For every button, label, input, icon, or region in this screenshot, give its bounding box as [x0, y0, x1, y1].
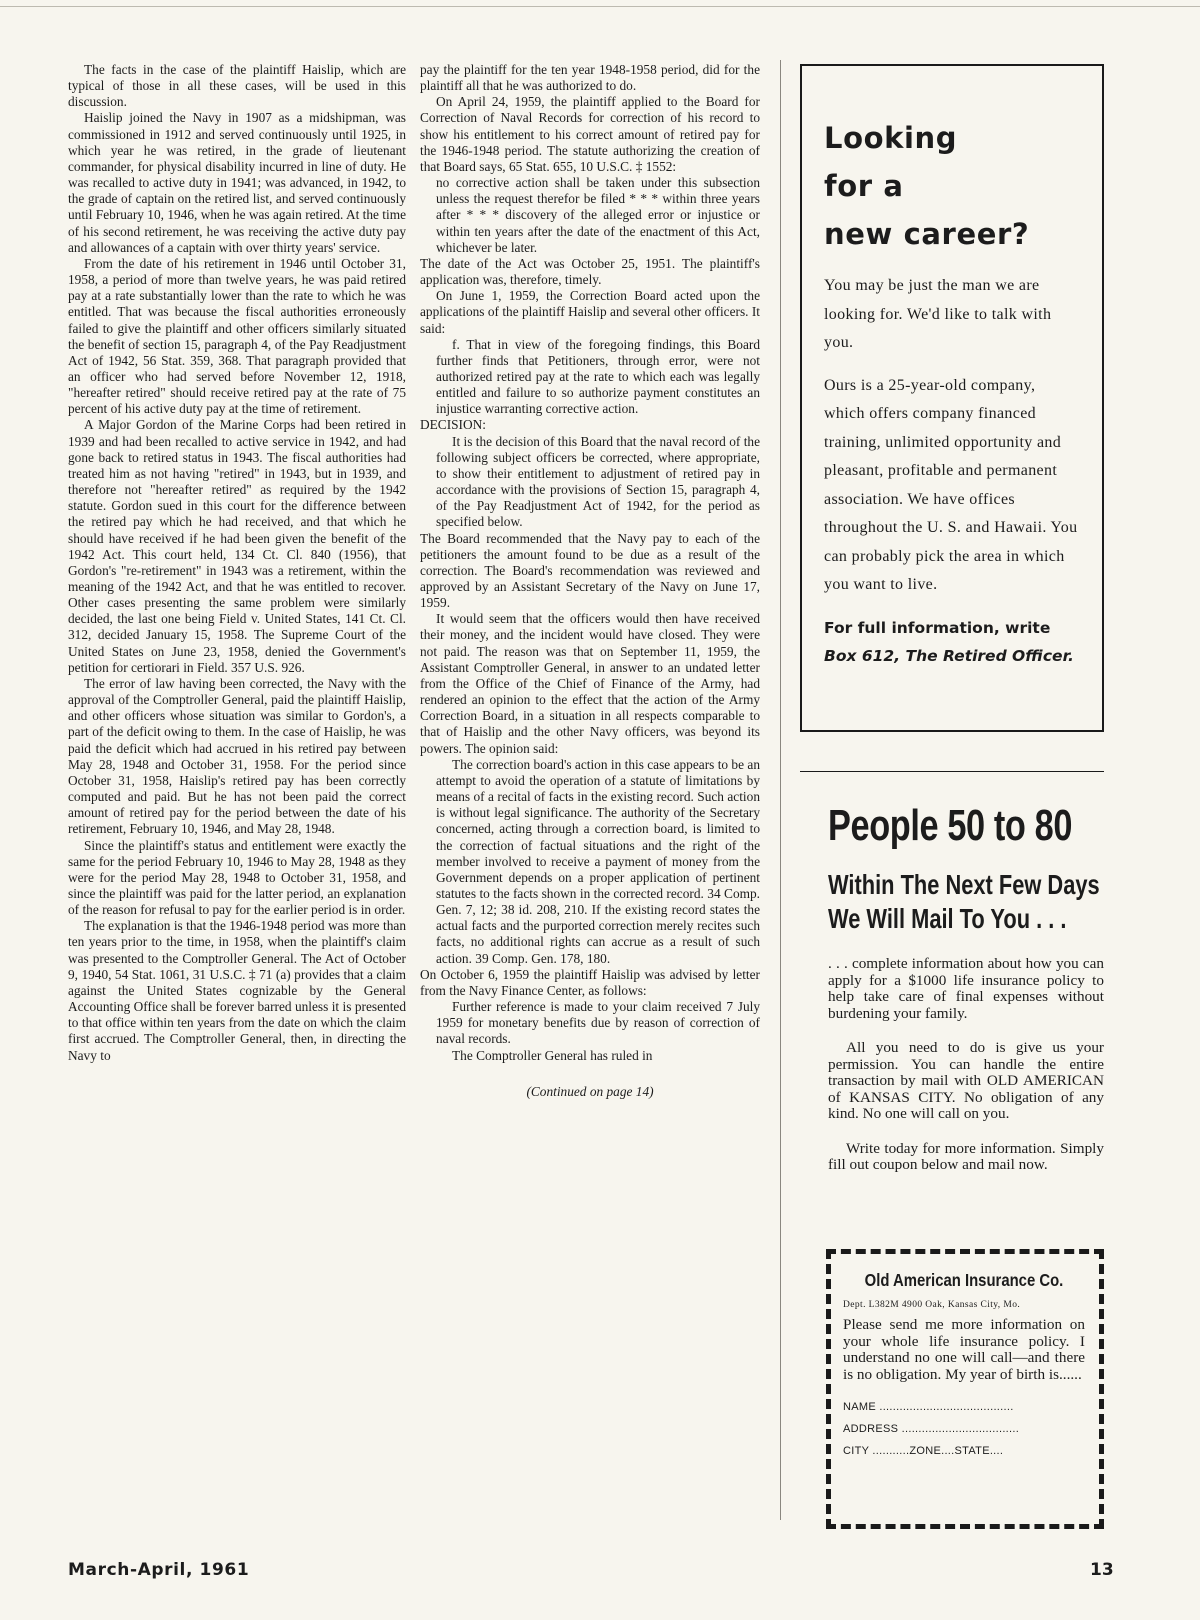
statute-quote: no corrective action shall be taken under this subsection unless the request therefor be filed * * * within three years after * * * discovery of the alleged error or injustice or within ten years after the date of the enactment of this Act, whichever be later. — [436, 175, 760, 255]
paragraph: The Board recommended that the Navy pay to each of the petitioners the amount found to be due as a result of the correction. The Board's recommendation was reviewed and approved by an Assistant Secretary of the Navy on June 17, 1959. — [420, 530, 760, 611]
paragraph: Since the plaintiff's status and entitlement were exactly the same for the period February 10, 1946 to May 28, 1948 as they were for the period May 28, 1948 to October 31, 1958, and since the plaintiff was paid for the latter period, an explanation of the reason for refusal to pay for the earlier period is in order. — [68, 837, 406, 918]
opinion-quote: The correction board's action in this case appears to be an attempt to avoid the operation of a statute of limitations by means of a recital of facts in the existing record. Such action is without legal significance. The authority of the Secretary concerned, acting through a correction board, is limited to the correction of factual situations and the right of the member involved to receive a payment of money from the Government depends on a proper application of pertinent statutes to the facts shown in the corrected record. 34 Comp. Gen. 7, 12; 38 id. 208, 210. If the existing record states the actual facts and the purported correction merely recites such facts, no additional rights can accrue as a result of such action. 39 Comp. Gen. 178, 180. — [436, 756, 760, 966]
article-column-2 — [420, 62, 760, 1100]
top-edge-rule — [0, 6, 1200, 7]
ad-divider — [800, 771, 1104, 772]
issue-date: March-April, 1961 — [68, 1560, 250, 1580]
insurance-ad-body: . . . complete information about how you can apply for a $1000 life insurance policy to help take care of final expenses without burdening your family. All you need to do is give us your permission. You can handle the entire transaction by mail with OLD AMERICAN of KANSAS CITY. No obligation of any kind. No one will call on you. Write today for more information. Simply fill out coupon below and mail now. — [828, 955, 1104, 1173]
career-ad-cta: For full information, write Box 612, The Retired Officer. — [824, 618, 1074, 665]
coupon-message: Please send me more information on your whole life insurance policy. I understand no one will call—and there is no obligation. My year of birth is...... — [843, 1316, 1085, 1383]
coupon-company: Old American Insurance Co. — [864, 1270, 1064, 1290]
career-ad-body: You may be just the man we are looking for. We'd like to talk with you. Ours is a 25-year-old company, which offers company financed training, unlimited opportunity and pleasant, profitable and permanent association. We have offices throughout the U. S. and Hawaii. You can probably pick the area in which you want to live. — [824, 277, 1078, 593]
insurance-coupon[interactable] — [826, 1249, 1104, 1529]
paragraph: A Major Gordon of the Marine Corps had been retired in 1939 and had been recalled to active service in 1942, and had gone back to retired status in 1943. The fiscal authorities had treated him as not having "retired" in 1943, but in 1939, and therefore not "hereafter retired" as required by the 1942 statute. Gordon sued in this court for the difference between the retired pay which he had received, and that which he should have received if he had been given the benefit of the 1942 Act. This court held, 134 Ct. Cl. 840 (1956), that Gordon's "re-retirement" in 1943 was a retirement, within the meaning of the 1942 Act, and that he was entitled to recover. Other cases presenting the same problem were similarly decided, the last one being Field v. United States, 141 Ct. Cl. 312, decided January 15, 1958. The Supreme Court of the United States on June 23, 1958, denied the Government's petition for certiorari in Field. 357 U.S. 926. — [68, 417, 406, 675]
insurance-ad-headline: People 50 to 80 — [828, 801, 1073, 850]
insurance-ad-subhead: Within The Next Few Days We Will Mail To You . . . — [828, 869, 1100, 934]
paragraph: Haislip joined the Navy in 1907 as a midshipman, was commissioned in 1912 and served continuously until 1925, in which year he was retired, in the grade of lieutenant commander, for physical disability incurred in line of duty. He was recalled to active duty in 1941; was advanced, in 1942, to the grade of captain on the retired list, and served continuously until February 10, 1946, when he was again retired. At the time of his second retirement, he was receiving the active duty pay and allowances of a captain with over thirty years' service. — [68, 110, 406, 255]
paragraph: The date of the Act was October 25, 1951. The plaintiff's application was, therefore, timely. — [420, 255, 760, 288]
paragraph: On June 1, 1959, the Correction Board acted upon the applications of the plaintiff Haislip and several other officers. It said: — [420, 288, 760, 336]
continued-note: (Continued on page 14) — [526, 1083, 654, 1099]
insurance-ad — [828, 802, 1104, 1192]
page-number: 13 — [1090, 1560, 1114, 1580]
paragraph: pay the plaintiff for the ten year 1948-1958 period, did for the plaintiff all that he was authorized to do. — [420, 62, 760, 94]
decision-label: DECISION: — [420, 417, 486, 433]
coupon-city-field[interactable]: CITY ...........ZONE....STATE.... — [843, 1445, 1004, 1457]
article-column-1 — [68, 62, 406, 1064]
decision-quote: It is the decision of this Board that the naval record of the following subject officers be corrected, where appropriate, to show their entitlement to adjustment of retired pay in accordance with the provisions of Section 15, paragraph 4, of the Pay Readjustment Act of 1942, for the period as specified below. — [436, 433, 760, 530]
coupon-address-field[interactable]: ADDRESS ................................... — [843, 1423, 1020, 1435]
career-ad-headline: Looking for a new career? — [824, 121, 1030, 251]
paragraph: From the date of his retirement in 1946 until October 31, 1958, a period of more than twelve years, he was paid retired pay at a rate substantially lower than the rate to which he was entitled. That was because the fiscal authorities erroneously failed to give the plaintiff and other officers similarly situated the benefit of section 15, paragraph 4, of the Pay Readjustment Act of 1942, 56 Stat. 359, 368. That paragraph provided that an officer who had served before November 12, 1918, "hereafter retired" should receive retired pay at the rate of 75 percent of his active duty pay at the time of retirement. — [68, 255, 406, 417]
paragraph: The explanation is that the 1946-1948 period was more than ten years prior to the time, in 1958, when the plaintiff's claim was presented to the Comptroller General. The Act of October 9, 1940, 54 Stat. 1061, 31 U.S.C. ‡ 71 (a) provides that a claim against the United States cognizable by the General Accounting Office shall be forever barred unless it is presented to that office within ten years from the date on which the claim first accrued. The Comptroller General, then, in directing the Navy to — [68, 918, 406, 1063]
board-finding-quote: f. That in view of the foregoing findings, this Board further finds that Petitioners, through error, were not authorized retired pay at the rate to which each was legally entitled and failure to so authorize payment constitutes an injustice warranting corrective action. — [436, 336, 760, 417]
letter-quote: The Comptroller General has ruled in — [452, 1047, 653, 1063]
column-divider — [780, 60, 781, 1520]
career-ad-address: Box 612, The Retired Officer. — [824, 646, 1074, 665]
paragraph: The error of law having been corrected, the Navy with the approval of the Comptroller General, paid the plaintiff Haislip, and other officers whose situation was similar to Gordon's, a part of the deficit owing to them. In the case of Haislip, he was paid the deficit which had accrued in his retired pay between May 28, 1948 and October 31, 1958. For the period since October 31, 1958, Haislip's retired pay has been correctly computed and paid. But he has not been paid the correct amount of retired pay for the period between the date of his retirement, February 10, 1946, and May 28, 1948. — [68, 675, 406, 837]
paragraph: The facts in the case of the plaintiff Haislip, which are typical of those in all these cases, will be used in this discussion. — [68, 62, 406, 110]
paragraph: It would seem that the officers would then have received their money, and the incident would have closed. They were not paid. The reason was that on September 11, 1959, the Assistant Comptroller General, in answer to an undated letter from the Office of the Chief of Finance of the Army, had rendered an opinion to the effect that the action of the Army Correction Board, in a situation in all respects comparable to that of Haislip and the other Navy officers, was beyond its powers. The opinion said: — [420, 611, 760, 756]
paragraph: On October 6, 1959 the plaintiff Haislip was advised by letter from the Navy Finance Center, as follows: — [420, 966, 760, 998]
coupon-dept-address: Dept. L382M 4900 Oak, Kansas City, Mo. — [843, 1300, 1021, 1310]
coupon-name-field[interactable]: NAME ........................................ — [843, 1401, 1014, 1413]
paragraph: On April 24, 1959, the plaintiff applied to the Board for Correction of Naval Records for correction of his record to show his entitlement to his correct amount of retired pay for the 1946-1948 period. The statute authorizing the creation of that Board says, 65 Stat. 655, 10 U.S.C. ‡ 1552: — [420, 94, 760, 174]
career-ad-box — [800, 64, 1104, 732]
letter-quote: Further reference is made to your claim received 7 July 1959 for monetary benefits due by reason of correction of naval records. — [436, 999, 760, 1047]
